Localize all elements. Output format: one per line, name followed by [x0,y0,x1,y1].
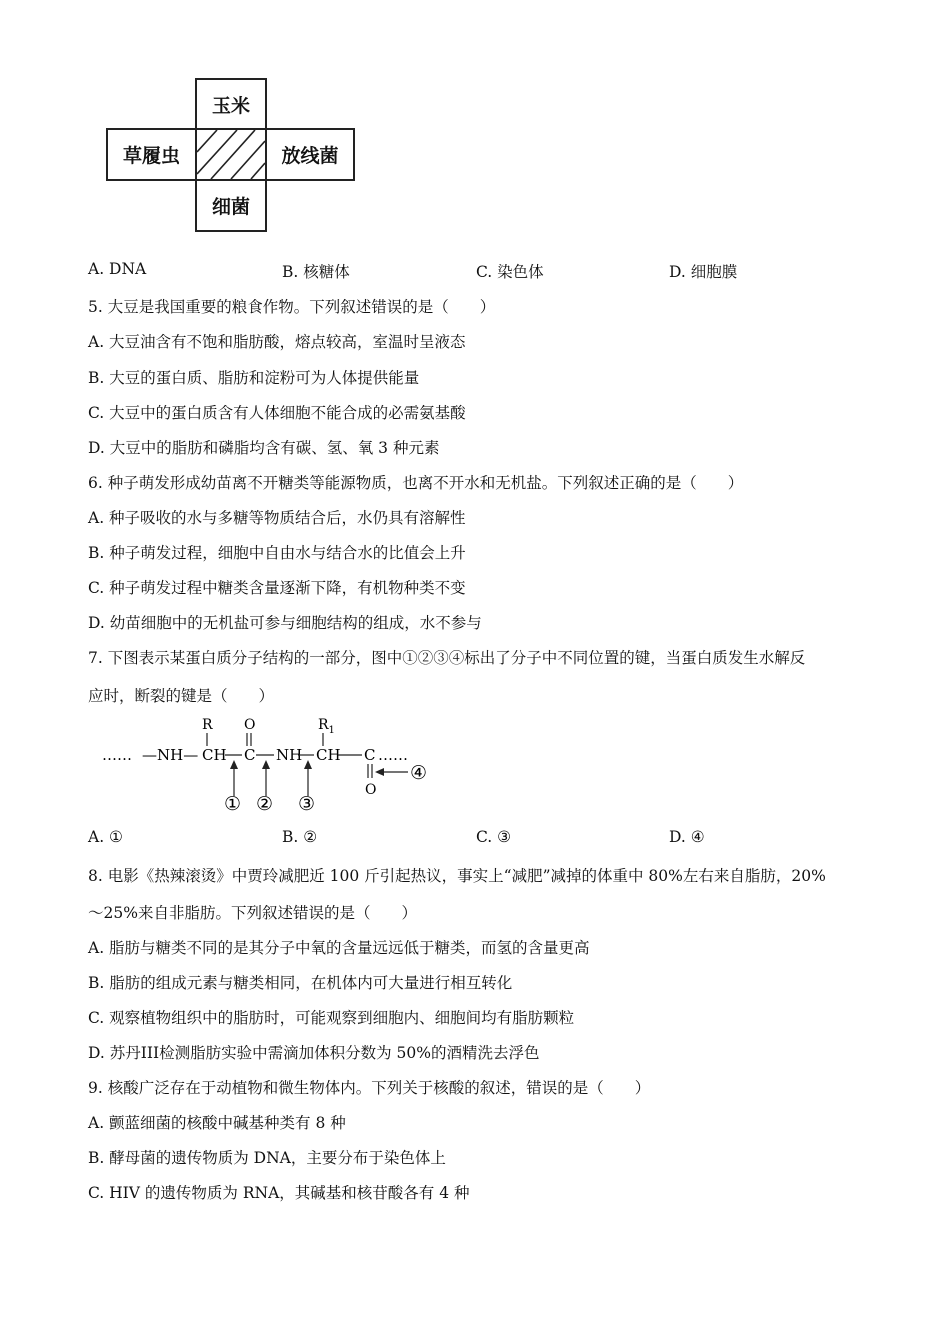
q7-option-a[interactable]: A. ① [88,828,123,846]
q7-option-c[interactable]: C. ③ [476,828,512,846]
q5-option-d[interactable]: D. 大豆中的脂肪和磷脂均含有碳、氢、氧 3 种元素 [88,439,440,457]
q6-option-d[interactable]: D. 幼苗细胞中的无机盐可参与细胞结构的组成，水不参与 [88,614,482,632]
q4-option-d[interactable]: D. 细胞膜 [669,263,738,281]
dots-right: …… [378,746,408,764]
q7-option-d[interactable]: D. ④ [669,828,705,846]
label-4: ④ [410,762,428,784]
q6-option-c[interactable]: C. 种子萌发过程中糖类含量逐渐下降，有机物种类不变 [88,579,466,597]
q8-option-d[interactable]: D. 苏丹III检测脂肪实验中需滴加体积分数为 50%的酒精洗去浮色 [88,1044,540,1062]
q8-option-b[interactable]: B. 脂肪的组成元素与糖类相同，在机体内可大量进行相互转化 [88,974,513,992]
o-carbonyl-1: O [244,717,256,733]
q9-stem: 9. 核酸广泛存在于动植物和微生物体内。下列关于核酸的叙述，错误的是（ ） [88,1079,651,1097]
arrow-1 [230,760,238,796]
arrow-3 [304,760,312,796]
q9-option-c[interactable]: C. HIV 的遗传物质为 RNA，其碱基和核苷酸各有 4 种 [88,1184,470,1202]
q6-option-a[interactable]: A. 种子吸收的水与多糖等物质结合后，水仍具有溶解性 [88,509,466,527]
cell-bottom: 细菌 [195,179,267,232]
q7-stem-line1: 7. 下图表示某蛋白质分子结构的一部分，图中①②③④标出了分子中不同位置的键，当蛋白质发生水解反 [88,649,806,667]
nh-group-1: —NH— [142,746,199,764]
label-3: ③ [298,793,316,815]
q9-option-b[interactable]: B. 酵母菌的遗传物质为 DNA，主要分布于染色体上 [88,1149,446,1167]
r-group-2: $R_1$ [318,717,335,736]
nh-group-2: NH [276,746,303,764]
q6-option-b[interactable]: B. 种子萌发过程，细胞中自由水与结合水的比值会上升 [88,544,466,562]
cell-left: 草履虫 [106,128,197,181]
q5-option-c[interactable]: C. 大豆中的蛋白质含有人体细胞不能合成的必需氨基酸 [88,404,466,422]
q9-option-a[interactable]: A. 颤蓝细菌的核酸中碱基种类有 8 种 [88,1114,346,1132]
dots-left: …… [102,746,132,764]
q5-stem: 5. 大豆是我国重要的粮食作物。下列叙述错误的是（ ） [88,298,496,316]
arrow-2 [262,760,270,796]
q5-option-a[interactable]: A. 大豆油含有不饱和脂肪酸，熔点较高，室温时呈液态 [88,333,466,351]
arrow-4 [375,768,408,776]
cell-right: 放线菌 [265,128,355,181]
q8-option-a[interactable]: A. 脂肪与糖类不同的是其分子中氧的含量远远低于糖类，而氢的含量更高 [88,939,590,957]
peptide-structure-diagram [98,712,448,817]
q8-stem-line1: 8. 电影《热辣滚烫》中贾玲减肥近 100 斤引起热议，事实上“减肥”减掉的体重中 80%左右来自脂肪，20% [88,867,826,885]
o-carbonyl-2: O [365,782,377,798]
c-carbonyl-2: C [364,746,376,764]
hatch-pattern [197,130,265,179]
cell-center-hatched [195,128,267,181]
q8-option-c[interactable]: C. 观察植物组织中的脂肪时，可能观察到细胞内、细胞间均有脂肪颗粒 [88,1009,575,1027]
label-1: ① [224,793,242,815]
q8-stem-line2: ～25%来自非脂肪。下列叙述错误的是（ ） [88,904,417,922]
c-carbonyl-1: C [244,746,256,764]
r-group-1: R [202,717,213,733]
ch-group-1: CH [202,746,227,764]
q4-option-a[interactable]: A. DNA [88,260,147,278]
q7-stem-line2: 应时，断裂的键是（ ） [88,687,275,705]
q4-option-b[interactable]: B. 核糖体 [282,263,350,281]
q5-option-b[interactable]: B. 大豆的蛋白质、脂肪和淀粉可为人体提供能量 [88,369,420,387]
q7-option-b[interactable]: B. ② [282,828,318,846]
q6-stem: 6. 种子萌发形成幼苗离不开糖类等能源物质，也离不开水和无机盐。下列叙述正确的是（ ） [88,474,744,492]
cell-top: 玉米 [195,78,267,130]
ch-group-2: CH [316,746,341,764]
label-2: ② [256,793,274,815]
q4-option-c[interactable]: C. 染色体 [476,263,544,281]
